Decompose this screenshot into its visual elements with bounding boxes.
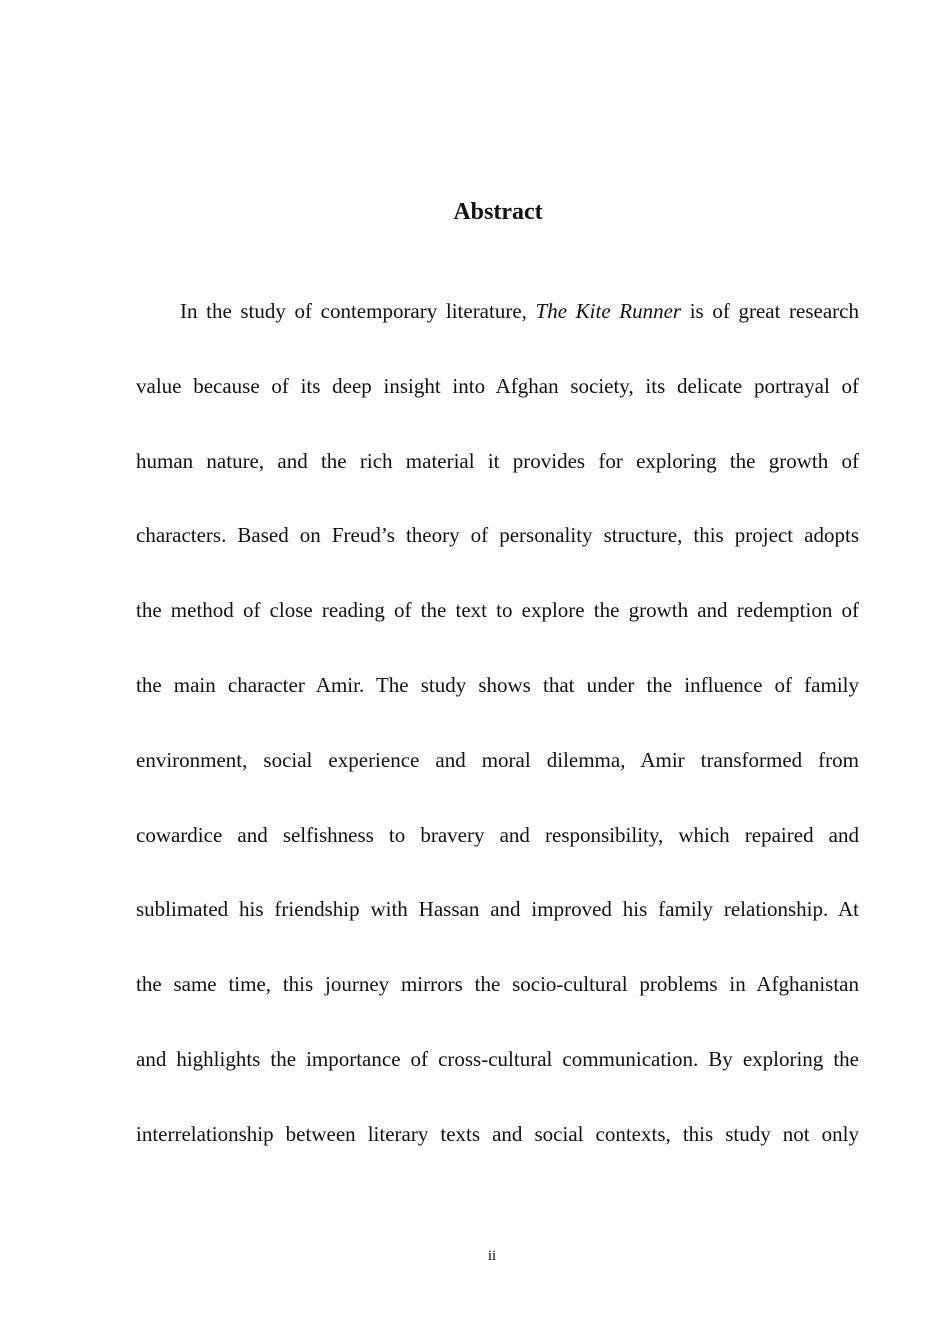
abstract-line-9: sublimated his friendship with Hassan and improved his family relationship. At <box>136 897 859 922</box>
book-title-italic: The Kite Runner <box>535 299 682 323</box>
abstract-body <box>136 289 859 1187</box>
abstract-line-8: cowardice and selfishness to bravery and responsibility, which repaired and <box>136 822 859 847</box>
abstract-line-7: environment, social experience and moral dilemma, Amir transformed from <box>136 747 859 772</box>
abstract-line-12: interrelationship between literary texts and social contexts, this study not only <box>136 1121 859 1146</box>
abstract-line-11: and highlights the importance of cross-cultural communication. By exploring the <box>136 1046 859 1071</box>
abstract-line-10: the same time, this journey mirrors the socio-cultural problems in Afghanistan <box>136 972 859 997</box>
abstract-line-1-start: In the study of contemporary literature, <box>180 299 536 323</box>
abstract-line-1 <box>136 289 859 364</box>
abstract-line-4: characters. Based on Freud’s theory of personality structure, this project adopts <box>136 523 859 548</box>
page-number: ii <box>487 1248 497 1264</box>
abstract-line-5: the method of close reading of the text to explore the growth and redemption of <box>136 598 859 623</box>
abstract-line-6: the main character Amir. The study shows that under the influence of family <box>136 672 859 697</box>
abstract-line-2: value because of its deep insight into Afghan society, its delicate portrayal of <box>136 373 859 398</box>
abstract-line-1-end: is of great research <box>681 299 859 323</box>
abstract-line-3: human nature, and the rich material it provides for exploring the growth of <box>136 448 859 473</box>
abstract-title: Abstract <box>453 199 543 225</box>
